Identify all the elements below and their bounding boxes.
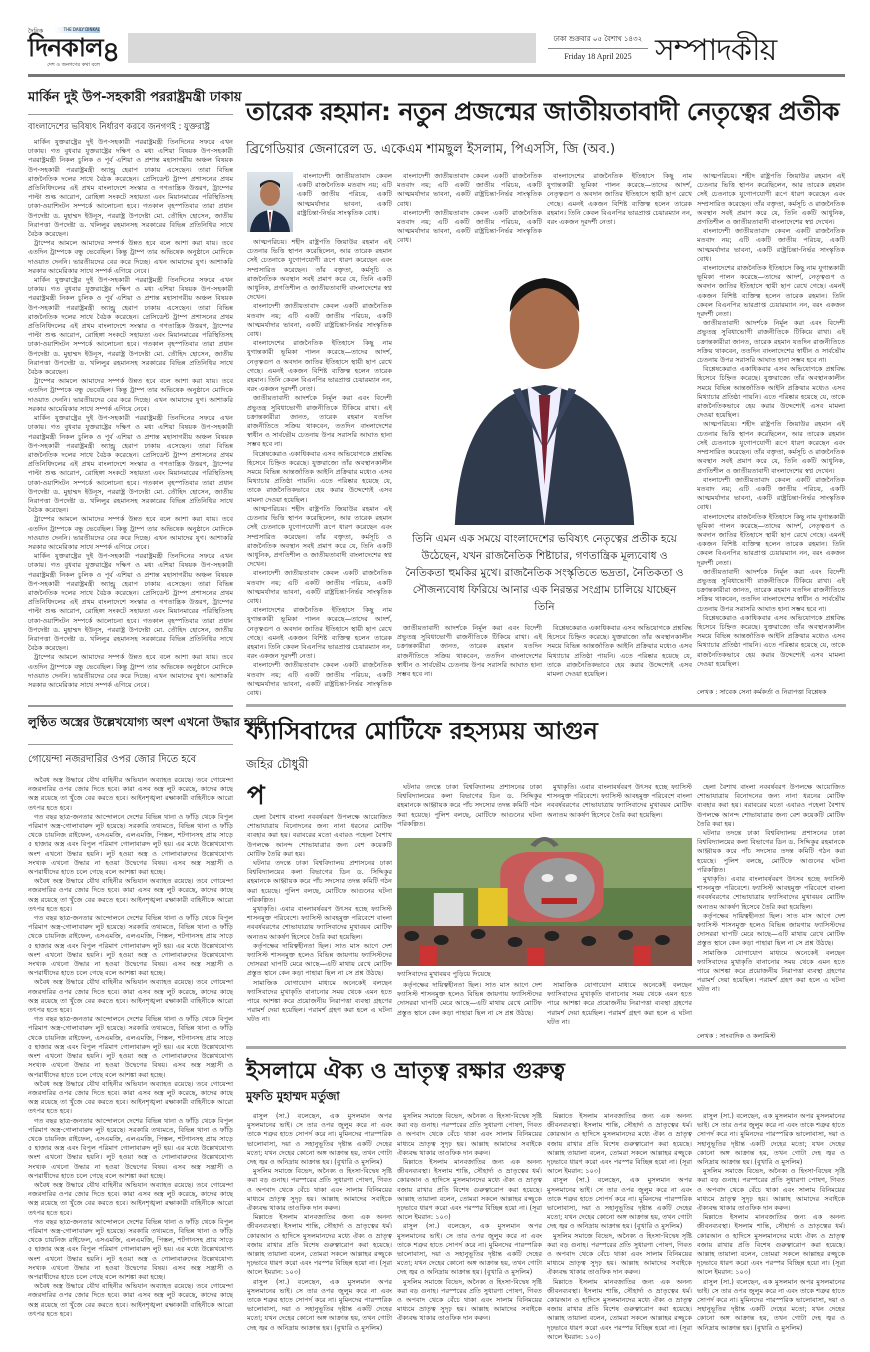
article-2-col1	[247, 813, 392, 1028]
paragraph: আত্মপরিচয়। শহীদ রাষ্ট্রপতি জিয়াউর রহমান এই চেতনার ভিত্তি স্থাপন করেছিলেন, আর তারেক রহমান সেই চেতনাকে যুগোপযোগী রূপে ধারণ করেছেন এবং সম্প্রসারিত করেছেন। তাঁর বক্তৃতা, কর্মসূচি ও রাজনৈতিক অবস্থান সবই প্রমাণ করে যে, তিনি একটি আধুনিক, প্রগতিশীল ও জাতীয়তাবাদী বাংলাদেশের স্বপ্ন দেখেন।	[697, 420, 845, 475]
paragraph: আত্মপরিচয়। শহীদ রাষ্ট্রপতি জিয়াউর রহমান এই চেতনার ভিত্তি স্থাপন করেছিলেন, আর তারেক রহমান সেই চেতনাকে যুগোপযোগী রূপে ধারণ করেছেন এবং সম্প্রসারিত করেছেন। তাঁর বক্তৃতা, কর্মসূচি ও রাজনৈতিক অবস্থান সবই প্রমাণ করে যে, তিনি একটি আধুনিক, প্রগতিশীল ও জাতীয়তাবাদী বাংলাদেশের স্বপ্ন দেখেন।	[697, 172, 845, 227]
paragraph: কর্তৃপক্ষের দায়িত্বহীনতা ছিল। সাত মাস আগে দেশ ফ্যাসিস্ট শাসনমুক্ত হলেও বিভিন্ন জায়গায় ফ্যাসিস্টদের দোসররা ঘাপটি মেরে আছে—এটি মাথায় রেখে মোটিফ প্রস্তুত স্থানে কেন কড়া পাহারা ছিল না সে প্রশ্ন উঠছে।	[697, 911, 845, 948]
paragraph: জাতীয়তাবাদী আদর্শকে নির্মূল করা এবং বিদেশী প্রভুতন্ত্র সুবিধাভোগী রাজনীতিকে টিকিয়ে রাখা। এই চক্রান্তকারীরা জানত, তারেক রহমান যতদিন রাজনীতিতে সক্রিয় থাকবেন, ততদিন বাংলাদেশের স্বাধীন ও সার্বভৌম চেতনায় উপর সরাসরি আঘাত হানা সম্ভব হবে না।	[697, 567, 845, 613]
paragraph: মিল্লাতে ইসলাম মানবজাতির জন্য এক অনন্য জীবনব্যবস্থা। ইসলাম শান্তি, সৌহার্দ্য ও ভ্রাতৃত্বের ধর্ম। কোরআন ও হাদিসে মুসলমানদের মধ্যে ঐক্য ও ভ্রাতৃত্ব বজায় রাখার প্রতি বিশেষ গুরুত্বারোপ করা হয়েছে। আল্লাহ তায়ালা বলেন, তোমরা সকলে আল্লাহর রজ্জুকে দৃঢ়ভাবে ধারণ করো এবং পরস্পর বিচ্ছিন্ন হয়ো না। (সূরা আলে ইমরান: ১০৩)	[547, 1277, 692, 1341]
article-2-headline: ফ্যাসিবাদের মোটিফে রহস্যময় আগুন	[246, 717, 598, 745]
paragraph: বাংলাদেশী জাতীয়তাবাদ কেবল একটি রাজনৈতিক মতবাদ নয়; এটি একটি জাতীয় পরিচয়, একটি আত্মমর্যাদার ভাবনা, একটি রাষ্ট্রচিন্তা-নির্ভর সাংস্কৃতিক বোধ।	[247, 661, 392, 697]
left-headline-2: লুণ্ঠিত অস্ত্রের উল্লেখযোগ্য অংশ এখনো উদ্ধার হয়নি	[28, 715, 267, 729]
main-article-1-col1-top	[297, 172, 392, 236]
article-2-col2-top	[397, 783, 542, 835]
main-article-1-col2-top	[397, 172, 542, 246]
paragraph: বাংলাদেশের রাজনৈতিক ইতিহাসে কিছু নাম যুগান্তকারী ভূমিকা পালন করেছে—তাদের আদর্শ, নেতৃত্বগুণ ও অবদান জাতির ইতিহাসে স্থায়ী ছাপ রেখে গেছে। এমনই একজন বিশিষ্ট ব্যক্তিত্ব হলেন তারেক রহমান। তিনি কেবল বিএনপির ভারপ্রাপ্ত চেয়ারম্যান নন, বরং একজন দূরদর্শী নেতা।	[697, 264, 845, 319]
author-note: লেখক : সাংবাদিক ও কলামিস্ট	[697, 1032, 776, 1040]
left-article-2-body	[28, 776, 233, 1346]
paragraph: গত বছর ছাত্র-জনতার আন্দোলনে দেশের বিভিন্ন থানা ও ফাঁড়ি থেকে বিপুল পরিমাণ অস্ত্র-গোলাবারুদ লুট হয়েছে। সরকারি তথ্যমতে, বিভিন্ন থানা ও ফাঁড়ি থেকে চায়নিজ রাইফেল, এসএমজি, এলএমজি, পিস্তল, শটগানসহ প্রায় সাড়ে ৫ হাজার অস্ত্র এবং বিপুল পরিমাণ গোলাবারুদ লুট হয়। এর মধ্যে উল্লেখযোগ্য অংশ এখনো উদ্ধার হয়নি। লুট হওয়া অস্ত্র ও গোলাবারুদের উল্লেখযোগ্য সংখ্যক এখনো উদ্ধার না হওয়া উদ্বেগের বিষয়। এসব অস্ত্র সন্ত্রাসী ও অপরাধীদের হাতে চলে গেছে বলে আশঙ্কা করা হচ্ছে।	[28, 914, 233, 978]
paragraph: মুখাকৃতি। এবার বাংলাবর্ষবরণ উৎসব হচ্ছে ফ্যাসিস্ট শাসনমুক্ত পরিবেশে। ফ্যাসিস্ট আবহমুক্ত পরিবেশে বাংলা নববর্ষবরণের শোভাযাত্রায় ফ্যাসিবাদের মুখাবয়ব মোটিফ অন্যতম আকর্ষণ হিসেবে তৈরি করা হয়েছিল।	[697, 875, 845, 911]
main-article-1-col3-top	[547, 172, 692, 246]
paragraph: কর্তৃপক্ষের দায়িত্বহীনতা ছিল। সাত মাস আগে দেশ ফ্যাসিস্ট শাসনমুক্ত হলেও বিভিন্ন জায়গায় ফ্যাসিস্টদের দোসররা ঘাপটি মেরে আছে—এটি মাথায় রেখে মোটিফ প্রস্তুত স্থানে কেন কড়া পাহারা ছিল না সে প্রশ্ন উঠছে।	[397, 981, 542, 1017]
paragraph: গত বছর ছাত্র-জনতার আন্দোলনে দেশের বিভিন্ন থানা ও ফাঁড়ি থেকে বিপুল পরিমাণ অস্ত্র-গোলাবারুদ লুট হয়েছে। সরকারি তথ্যমতে, বিভিন্ন থানা ও ফাঁড়ি থেকে চায়নিজ রাইফেল, এসএমজি, এলএমজি, পিস্তল, শটগানসহ প্রায় সাড়ে ৫ হাজার অস্ত্র এবং বিপুল পরিমাণ গোলাবারুদ লুট হয়। এর মধ্যে উল্লেখযোগ্য অংশ এখনো উদ্ধার হয়নি। লুট হওয়া অস্ত্র ও গোলাবারুদের উল্লেখযোগ্য সংখ্যক এখনো উদ্ধার না হওয়া উদ্বেগের বিষয়। এসব অস্ত্র সন্ত্রাসী ও অপরাধীদের হাতে চলে গেছে বলে আশঙ্কা করা হচ্ছে।	[28, 812, 233, 877]
paragraph: জাতীয়তাবাদী আদর্শকে নির্মূল করা এবং বিদেশী প্রভুতন্ত্র সুবিধাভোগী রাজনীতিকে টিকিয়ে রাখা। এই চক্রান্তকারীরা জানত, তারেক রহমান যতদিন রাজনীতিতে সক্রিয় থাকবেন, ততদিন বাংলাদেশের স্বাধীন ও সার্বভৌম চেতনায় উপর সরাসরি আঘাত হানা সম্ভব হবে না।	[397, 624, 542, 679]
logo-tagline: দেশ ও জনগণের কথা বলে	[47, 62, 100, 68]
article-3-headline: ইসলামে ঐক্য ও ভ্রাতৃত্ব রক্ষার গুরুত্ব	[246, 1059, 565, 1084]
paragraph: মুখাকৃতি। এবার বাংলাবর্ষবরণ উৎসব হচ্ছে ফ্যাসিস্ট শাসনমুক্ত পরিবেশে। ফ্যাসিস্ট আবহমুক্ত পরিবেশে বাংলা নববর্ষবরণের শোভাযাত্রায় ফ্যাসিবাদের মুখাবয়ব মোটিফ অন্যতম আকর্ষণ হিসেবে তৈরি করা হয়েছিল।	[547, 783, 692, 819]
paragraph: রাসুল (সা.) বলেছেন, এক মুসলমান অপর মুসলমানের ভাই। সে তার ওপর জুলুম করে না এবং তাকে শত্রুর হাতে সোপর্দ করে না। মুমিনদের পারস্পরিক ভালোবাসা, দয়া ও সহানুভূতির দৃষ্টান্ত একটি দেহের মতো; যখন দেহের কোনো অঙ্গ আক্রান্ত হয়, তখন গোটা দেহ জ্বর ও অনিদ্রায় আক্রান্ত হয়। (বুখারি ও মুসলিম)	[697, 1277, 845, 1332]
paragraph: মুসলিম সমাজে বিভেদ, অনৈক্য ও হিংসা-বিদ্বেষ সৃষ্টি করা বড় গুনাহ। পরস্পরের প্রতি সুধারণা পোষণ, গিবত ও অপবাদ থেকে বেঁচে থাকা এবং সালাম বিনিময়ের মাধ্যমে ভ্রাতৃত্ব সুদৃঢ় হয়। আল্লাহ আমাদের সবাইকে ঐক্যবদ্ধ থাকার তাওফিক দান করুন।	[397, 1112, 542, 1157]
paragraph: ট্রাম্পের আমলে আমাদের সম্পর্ক উন্নত হবে বলে আশা করা যায়। তবে এতদিন ট্রাম্পকে বন্ধু ভেবেছিল। কিন্তু ট্রাম্প তার অভিষেক অনুষ্ঠানে মোদিকে দাওয়াত দেননি। ভারতীয়দের বের করে দিচ্ছে। এখন আমাদের যুগ। আশাকরি সরকার আমেরিকার সাথে সম্পর্ক এগিয়ে নেবে।	[28, 653, 233, 689]
main-byline: ব্রিগেডিয়ার জেনারেল ড. একেএম শামছুল ইসলাম, পিএসসি, জি (অব.)	[246, 142, 616, 157]
paragraph: গত বছর ছাত্র-জনতার আন্দোলনে দেশের বিভিন্ন থানা ও ফাঁড়ি থেকে বিপুল পরিমাণ অস্ত্র-গোলাবারুদ লুট হয়েছে। সরকারি তথ্যমতে, বিভিন্ন থানা ও ফাঁড়ি থেকে চায়নিজ রাইফেল, এসএমজি, এলএমজি, পিস্তল, শটগানসহ প্রায় সাড়ে ৫ হাজার অস্ত্র এবং বিপুল পরিমাণ গোলাবারুদ লুট হয়। এর মধ্যে উল্লেখযোগ্য অংশ এখনো উদ্ধার হয়নি। লুট হওয়া অস্ত্র ও গোলাবারুদের উল্লেখযোগ্য সংখ্যক এখনো উদ্ধার না হওয়া উদ্বেগের বিষয়। এসব অস্ত্র সন্ত্রাসী ও অপরাধীদের হাতে চলে গেছে বলে আশঙ্কা করা হচ্ছে।	[28, 1217, 233, 1281]
paragraph: বিশ্লেষকেরাও একাধিকবার এসব অভিযোগকে প্রশ্নবিদ্ধ হিসেবে চিহ্নিত করেছে। যুক্তরাজ্যে তাঁর অবস্থানকালীন সময়ে বিভিন্ন আন্তর্জাতিক আইনি প্রক্রিয়ার মধ্যেও এসব মিথ্যাচার প্রতিষ্ঠা পায়নি। এতে পরিষ্কার হয়েছে যে, তাকে রাজনৈতিকভাবে হেয় করার উদ্দেশ্যেই এসব মামলা দেওয়া হয়েছিল।	[247, 449, 392, 504]
paragraph: মুসলিম সমাজে বিভেদ, অনৈক্য ও হিংসা-বিদ্বেষ সৃষ্টি করা বড় গুনাহ। পরস্পরের প্রতি সুধারণা পোষণ, গিবত ও অপবাদ থেকে বেঁচে থাকা এবং সালাম বিনিময়ের মাধ্যমে ভ্রাতৃত্ব সুদৃঢ় হয়। আল্লাহ আমাদের সবাইকে ঐক্যবদ্ধ থাকার তাওফিক দান করুন।	[247, 1167, 392, 1213]
paragraph: মুখাকৃতি। এবার বাংলাবর্ষবরণ উৎসব হচ্ছে ফ্যাসিস্ট শাসনমুক্ত পরিবেশে। ফ্যাসিস্ট আবহমুক্ত পরিবেশে বাংলা নববর্ষবরণের শোভাযাত্রায় ফ্যাসিবাদের মুখাবয়ব মোটিফ অন্যতম আকর্ষণ হিসেবে তৈরি করা হয়েছিল।	[247, 905, 392, 941]
paragraph: বিশ্লেষকেরাও একাধিকবার এসব অভিযোগকে প্রশ্নবিদ্ধ হিসেবে চিহ্নিত করেছে। যুক্তরাজ্যে তাঁর অবস্থানকালীন সময়ে বিভিন্ন আন্তর্জাতিক আইনি প্রক্রিয়ার মধ্যেও এসব মিথ্যাচার প্রতিষ্ঠা পায়নি। এতে পরিষ্কার হয়েছে যে, তাকে রাজনৈতিকভাবে হেয় করার উদ্দেশ্যেই এসব মামলা দেওয়া হয়েছিল।	[697, 365, 845, 420]
paragraph: বাংলাদেশের রাজনৈতিক ইতিহাসে কিছু নাম যুগান্তকারী ভূমিকা পালন করেছে—তাদের আদর্শ, নেতৃত্বগুণ ও অবদান জাতির ইতিহাসে স্থায়ী ছাপ রেখে গেছে। এমনই একজন বিশিষ্ট ব্যক্তিত্ব হলেন তারেক রহমান। তিনি কেবল বিএনপির ভারপ্রাপ্ত চেয়ারম্যান নন, বরং একজন দূরদর্শী নেতা।	[697, 512, 845, 567]
paragraph: রাসুল (সা.) বলেছেন, এক মুসলমান অপর মুসলমানের ভাই। সে তার ওপর জুলুম করে না এবং তাকে শত্রুর হাতে সোপর্দ করে না। মুমিনদের পারস্পরিক ভালোবাসা, দয়া ও সহানুভূতির দৃষ্টান্ত একটি দেহের মতো; যখন দেহের কোনো অঙ্গ আক্রান্ত হয়, তখন গোটা দেহ জ্বর ও অনিদ্রায় আক্রান্ত হয়। (বুখারি ও মুসলিম)	[247, 1112, 392, 1167]
article-2-col3-top	[547, 783, 692, 835]
divider	[246, 704, 846, 707]
paragraph: বাংলাদেশী জাতীয়তাবাদ কেবল একটি রাজনৈতিক মতবাদ নয়; এটি একটি জাতীয় পরিচয়, একটি আত্মমর্যাদার ভাবনা, একটি রাষ্ট্রচিন্তা-নির্ভর সাংস্কৃতিক বোধ।	[697, 475, 845, 512]
drop-cap: প	[247, 781, 265, 811]
divider	[28, 705, 233, 707]
paragraph: ঘটনার তদন্তে ঢাকা বিশ্ববিদ্যালয় প্রশাসনের ঢাকা বিশ্ববিদ্যালয়ের কলা বিভাগের ডিন ড. সিদ্দিকুর রহমানকে আহ্বায়ক করে পাঁচ সদস্যের তদন্ত কমিটি গঠন করা হয়েছে। পুলিশ বলছে, মোটিফে আগুনের ঘটনা পরিকল্পিত।	[697, 829, 845, 874]
paragraph: গত বছর ছাত্র-জনতার আন্দোলনে দেশের বিভিন্ন থানা ও ফাঁড়ি থেকে বিপুল পরিমাণ অস্ত্র-গোলাবারুদ লুট হয়েছে। সরকারি তথ্যমতে, বিভিন্ন থানা ও ফাঁড়ি থেকে চায়নিজ রাইফেল, এসএমজি, এলএমজি, পিস্তল, শটগানসহ প্রায় সাড়ে ৫ হাজার অস্ত্র এবং বিপুল পরিমাণ গোলাবারুদ লুট হয়। এর মধ্যে উল্লেখযোগ্য অংশ এখনো উদ্ধার হয়নি। লুট হওয়া অস্ত্র ও গোলাবারুদের উল্লেখযোগ্য সংখ্যক এখনো উদ্ধার না হওয়া উদ্বেগের বিষয়। এসব অস্ত্র সন্ত্রাসী ও অপরাধীদের হাতে চলে গেছে বলে আশঙ্কা করা হচ্ছে।	[28, 1015, 233, 1079]
paragraph: অবৈধ অস্ত্র উদ্ধারে যৌথ বাহিনীর অভিযান অব্যাহত রয়েছে। তবে গোয়েন্দা নজরদারির ওপর জোর দিতে হবে। কারা এসব অস্ত্র লুট করেছে, কাদের কাছে অস্ত্র রয়েছে তা খুঁজে বের করতে হবে। আইনশৃঙ্খলা রক্ষাকারী বাহিনীকে আরো তৎপর হতে হবে।	[28, 1180, 233, 1217]
date-block	[548, 30, 648, 64]
paragraph: বাংলাদেশী জাতীয়তাবাদ কেবল একটি রাজনৈতিক মতবাদ নয়; এটি একটি জাতীয় পরিচয়, একটি আত্মমর্যাদার ভাবনা, একটি রাষ্ট্রচিন্তা-নির্ভর সাংস্কৃতিক বোধ।	[247, 302, 392, 339]
paragraph: অবৈধ অস্ত্র উদ্ধারে যৌথ বাহিনীর অভিযান অব্যাহত রয়েছে। তবে গোয়েন্দা নজরদারির ওপর জোর দিতে হবে। কারা এসব অস্ত্র লুট করেছে, কাদের কাছে অস্ত্র রয়েছে তা খুঁজে বের করতে হবে। আইনশৃঙ্খলা রক্ষাকারী বাহিনীকে আরো তৎপর হতে হবে।	[28, 776, 233, 812]
paragraph: মিল্লাতে ইসলাম মানবজাতির জন্য এক অনন্য জীবনব্যবস্থা। ইসলাম শান্তি, সৌহার্দ্য ও ভ্রাতৃত্বের ধর্ম। কোরআন ও হাদিসে মুসলমানদের মধ্যে ঐক্য ও ভ্রাতৃত্ব বজায় রাখার প্রতি বিশেষ গুরুত্বারোপ করা হয়েছে। আল্লাহ তায়ালা বলেন, তোমরা সকলে আল্লাহর রজ্জুকে দৃঢ়ভাবে ধারণ করো এবং পরস্পর বিচ্ছিন্ন হয়ো না। (সূরা আলে ইমরান: ১০৩)	[547, 1112, 692, 1176]
paragraph: রাসুল (সা.) বলেছেন, এক মুসলমান অপর মুসলমানের ভাই। সে তার ওপর জুলুম করে না এবং তাকে শত্রুর হাতে সোপর্দ করে না। মুমিনদের পারস্পরিক ভালোবাসা, দয়া ও সহানুভূতির দৃষ্টান্ত একটি দেহের মতো; যখন দেহের কোনো অঙ্গ আক্রান্ত হয়, তখন গোটা দেহ জ্বর ও অনিদ্রায় আক্রান্ত হয়। (বুখারি ও মুসলিম)	[397, 1222, 542, 1277]
paragraph: বাংলাদেশের রাজনৈতিক ইতিহাসে কিছু নাম যুগান্তকারী ভূমিকা পালন করেছে—তাদের আদর্শ, নেতৃত্বগুণ ও অবদান জাতির ইতিহাসে স্থায়ী ছাপ রেখে গেছে। এমনই একজন বিশিষ্ট ব্যক্তিত্ব হলেন তারেক রহমান। তিনি কেবল বিএনপির ভারপ্রাপ্ত চেয়ারম্যান নন, বরং একজন দূরদর্শী নেতা।	[247, 606, 392, 661]
paragraph: মার্কিন যুক্তরাষ্ট্রের দুই উপ-সহকারী পররাষ্ট্রমন্ত্রী তিনদিনের সফরে এখন ঢাকায়। গত বুধবার যুক্তরাষ্ট্রের দক্ষিণ ও মধ্য এশিয়া বিষয়ক উপ-সহকারী পররাষ্ট্রমন্ত্রী নিকল চুলিক ও পূর্ব এশিয়া ও প্রশান্ত মহাসাগরীয় অঞ্চল বিষয়ক উপ-সহকারী পররাষ্ট্রমন্ত্রী অ্যান্ড্রু হেরাপ ঢাকায় এসেছেন। তারা বিভিন্ন রাজনৈতিক দলের সাথে বৈঠক করেছেন। প্রেসিডেন্ট ট্রাম্প প্রশাসনের প্রথম প্রতিনিধিদলের এই প্রথম বাংলাদেশে সংস্কার ও গণতান্ত্রিক উত্তরণ, ট্রাম্পের পাল্টা শুল্ক আরোপ, রোহিঙ্গা সংকটে সহায়তা এবং মিয়ানমারের পরিস্থিতিসহ ঢাকা-ওয়াশিংটন সম্পর্কে আলোচনা হবে। গতকাল বৃহস্পতিবার তারা প্রধান উপদেষ্টা ড. মুহাম্মদ ইউনূস, পররাষ্ট্র উপদেষ্টা মো. তৌহিদ হোসেন, জাতীয় নিরাপত্তা উপদেষ্টা ড. খলিলুর রহমানসহ সরকারের বিভিন্ন প্রতিনিধির সাথে বৈঠক করেছেন।	[28, 414, 233, 515]
main-headline: তারেক রহমান: নতুন প্রজন্মের জাতীয়তাবাদী নেতৃত্বের প্রতীক	[246, 97, 839, 126]
paragraph: জাতীয়তাবাদী আদর্শকে নির্মূল করা এবং বিদেশী প্রভুতন্ত্র সুবিধাভোগী রাজনীতিকে টিকিয়ে রাখা। এই চক্রান্তকারীরা জানত, তারেক রহমান যতদিন রাজনীতিতে সক্রিয় থাকবেন, ততদিন বাংলাদেশের স্বাধীন ও সার্বভৌম চেতনায় উপর সরাসরি আঘাত হানা সম্ভব হবে না।	[697, 319, 845, 365]
logo-english-text: THE DAILY DINKAL	[54, 27, 100, 33]
logo-small-text: দৈনিক	[28, 28, 44, 35]
left-headline-1: মার্কিন দুই উপ-সহকারী পররাষ্ট্রমন্ত্রী ঢাকায়	[28, 90, 242, 105]
article-3-col4	[697, 1112, 845, 1346]
paragraph: বাংলাদেশী জাতীয়তাবাদ কেবল একটি রাজনৈতিক মতবাদ নয়; এটি একটি জাতীয় পরিচয়, একটি আত্মমর্যাদার ভাবনা, একটি রাষ্ট্রচিন্তা-নির্ভর সাংস্কৃতিক বোধ।	[697, 227, 845, 263]
paragraph: মিল্লাতে ইসলাম মানবজাতির জন্য এক অনন্য জীবনব্যবস্থা। ইসলাম শান্তি, সৌহার্দ্য ও ভ্রাতৃত্বের ধর্ম। কোরআন ও হাদিসে মুসলমানদের মধ্যে ঐক্য ও ভ্রাতৃত্ব বজায় রাখার প্রতি বিশেষ গুরুত্বারোপ করা হয়েছে। আল্লাহ তায়ালা বলেন, তোমরা সকলে আল্লাহর রজ্জুকে দৃঢ়ভাবে ধারণ করো এবং পরস্পর বিচ্ছিন্ন হয়ো না। (সূরা আলে ইমরান: ১০৩)	[697, 1213, 845, 1277]
paragraph: মার্কিন যুক্তরাষ্ট্রের দুই উপ-সহকারী পররাষ্ট্রমন্ত্রী তিনদিনের সফরে এখন ঢাকায়। গত বুধবার যুক্তরাষ্ট্রের দক্ষিণ ও মধ্য এশিয়া বিষয়ক উপ-সহকারী পররাষ্ট্রমন্ত্রী নিকল চুলিক ও পূর্ব এশিয়া ও প্রশান্ত মহাসাগরীয় অঞ্চল বিষয়ক উপ-সহকারী পররাষ্ট্রমন্ত্রী অ্যান্ড্রু হেরাপ ঢাকায় এসেছেন। তারা বিভিন্ন রাজনৈতিক দলের সাথে বৈঠক করেছেন। প্রেসিডেন্ট ট্রাম্প প্রশাসনের প্রথম প্রতিনিধিদলের এই প্রথম বাংলাদেশে সংস্কার ও গণতান্ত্রিক উত্তরণ, ট্রাম্পের পাল্টা শুল্ক আরোপ, রোহিঙ্গা সংকটে সহায়তা এবং মিয়ানমারের পরিস্থিতিসহ ঢাকা-ওয়াশিংটন সম্পর্কে আলোচনা হবে। গতকাল বৃহস্পতিবার তারা প্রধান উপদেষ্টা ড. মুহাম্মদ ইউনূস, পররাষ্ট্র উপদেষ্টা মো. তৌহিদ হোসেন, জাতীয় নিরাপত্তা উপদেষ্টা ড. খলিলুর রহমানসহ সরকারের বিভিন্ন প্রতিনিধির সাথে বৈঠক করেছেন।	[28, 276, 233, 377]
festival-fire-motif-photo	[397, 838, 692, 966]
article-2-byline: জহির চৌধুরী	[246, 757, 309, 771]
main-article-1-col2-bottom	[397, 624, 542, 698]
ad-placeholder	[128, 33, 536, 63]
article-2-col2-bottom	[397, 981, 542, 1028]
tarique-rahman-photo	[397, 250, 692, 525]
paragraph: সামাজিক যোগাযোগ মাধ্যমে অনেকেই বলছেন ফ্যাসিবাদের মুখাকৃতি বানানোর সময় থেকে এমন হতে পারে আশঙ্কা করে প্রয়োজনীয় নিরাপত্তা ব্যবস্থা গ্রহণের পরামর্শ দেয়া হয়েছিল। পরামর্শ গ্রহণ করা হলে এ ঘটনা ঘটত না।	[547, 981, 692, 1026]
left-article-1-body	[28, 138, 233, 700]
divider	[246, 1046, 846, 1049]
page-number: ৪	[102, 35, 121, 68]
paragraph: ঘটনার তদন্তে ঢাকা বিশ্ববিদ্যালয় প্রশাসনের ঢাকা বিশ্ববিদ্যালয়ের কলা বিভাগের ডিন ড. সিদ্দিকুর রহমানকে আহ্বায়ক করে পাঁচ সদস্যের তদন্ত কমিটি গঠন করা হয়েছে। পুলিশ বলছে, মোটিফে আগুনের ঘটনা পরিকল্পিত।	[247, 859, 392, 904]
section-title: সম্পাদকীয়	[655, 33, 777, 68]
date-english: Friday 18 April 2025	[564, 52, 632, 61]
divider	[28, 744, 233, 745]
article-2-col3-bottom	[547, 981, 692, 1028]
paragraph: আত্মপরিচয়। শহীদ রাষ্ট্রপতি জিয়াউর রহমান এই চেতনার ভিত্তি স্থাপন করেছিলেন, আর তারেক রহমান সেই চেতনাকে যুগোপযোগী রূপে ধারণ করেছেন এবং সম্প্রসারিত করেছেন। তাঁর বক্তৃতা, কর্মসূচি ও রাজনৈতিক অবস্থান সবই প্রমাণ করে যে, তিনি একটি আধুনিক, প্রগতিশীল ও জাতীয়তাবাদী বাংলাদেশের স্বপ্ন দেখেন।	[247, 504, 392, 569]
paragraph: বিশ্লেষকেরাও একাধিকবার এসব অভিযোগকে প্রশ্নবিদ্ধ হিসেবে চিহ্নিত করেছে। যুক্তরাজ্যে তাঁর অবস্থানকালীন সময়ে বিভিন্ন আন্তর্জাতিক আইনি প্রক্রিয়ার মধ্যেও এসব মিথ্যাচার প্রতিষ্ঠা পায়নি। এতে পরিষ্কার হয়েছে যে, তাকে রাজনৈতিকভাবে হেয় করার উদ্দেশ্যেই এসব মামলা দেওয়া হয়েছিল।	[547, 624, 692, 679]
paragraph: বাংলাদেশের রাজনৈতিক ইতিহাসে কিছু নাম যুগান্তকারী ভূমিকা পালন করেছে—তাদের আদর্শ, নেতৃত্বগুণ ও অবদান জাতির ইতিহাসে স্থায়ী ছাপ রেখে গেছে। এমনই একজন বিশিষ্ট ব্যক্তিত্ব হলেন তারেক রহমান। তিনি কেবল বিএনপির ভারপ্রাপ্ত চেয়ারম্যান নন, বরং একজন দূরদর্শী নেতা।	[247, 339, 392, 394]
photo-caption-quote: তিনি এমন এক সময়ে বাংলাদেশের ভবিষ্যৎ নেতৃত্বের প্রতীক হয়ে উঠেছেন, যখন রাজনৈতিক শিষ্টাচার, গণতান্ত্রিক মূল্যবোধ ও নৈতিকতা হুমকির মুখে। রাজনৈতিক সংস্কৃতিতে ভদ্রতা, নৈতিকতা ও সৌজন্যবোধ ফিরিয়ে আনার এক নিরন্তর সংগ্রাম চালিয়ে যাচ্ছেন তিনি	[397, 527, 692, 620]
paragraph: ট্রাম্পের আমলে আমাদের সম্পর্ক উন্নত হবে বলে আশা করা যায়। তবে এতদিন ট্রাম্পকে বন্ধু ভেবেছিল। কিন্তু ট্রাম্প তার অভিষেক অনুষ্ঠানে মোদিকে দাওয়াত দেননি। ভারতীয়দের বের করে দিচ্ছে। এখন আমাদের যুগ। আশাকরি সরকার আমেরিকার সাথে সম্পর্ক এগিয়ে নেবে।	[28, 239, 233, 275]
paragraph: মুসলিম সমাজে বিভেদ, অনৈক্য ও হিংসা-বিদ্বেষ সৃষ্টি করা বড় গুনাহ। পরস্পরের প্রতি সুধারণা পোষণ, গিবত ও অপবাদ থেকে বেঁচে থাকা এবং সালাম বিনিময়ের মাধ্যমে ভ্রাতৃত্ব সুদৃঢ় হয়। আল্লাহ আমাদের সবাইকে ঐক্যবদ্ধ থাকার তাওফিক দান করুন।	[697, 1167, 845, 1213]
left-subhead-1: বাংলাদেশের ভবিষ্যৎ নির্ধারণ করবে জনগণই : যুক্তরাষ্ট্র	[28, 122, 210, 132]
paragraph: মিল্লাতে ইসলাম মানবজাতির জন্য এক অনন্য জীবনব্যবস্থা। ইসলাম শান্তি, সৌহার্দ্য ও ভ্রাতৃত্বের ধর্ম। কোরআন ও হাদিসে মুসলমানদের মধ্যে ঐক্য ও ভ্রাতৃত্ব বজায় রাখার প্রতি বিশেষ গুরুত্বারোপ করা হয়েছে। আল্লাহ তায়ালা বলেন, তোমরা সকলে আল্লাহর রজ্জুকে দৃঢ়ভাবে ধারণ করো এবং পরস্পর বিচ্ছিন্ন হয়ো না। (সূরা আলে ইমরান: ১০৩)	[247, 1213, 392, 1277]
paragraph: ট্রাম্পের আমলে আমাদের সম্পর্ক উন্নত হবে বলে আশা করা যায়। তবে এতদিন ট্রাম্পকে বন্ধু ভেবেছিল। কিন্তু ট্রাম্প তার অভিষেক অনুষ্ঠানে মোদিকে দাওয়াত দেননি। ভারতীয়দের বের করে দিচ্ছে। এখন আমাদের যুগ। আশাকরি সরকার আমেরিকার সাথে সম্পর্ক এগিয়ে নেবে।	[28, 377, 233, 413]
paragraph: হেলা বৈশাখ বাংলা নববর্ষবরণ উপলক্ষে আয়োজিত শোভাযাত্রায় বিনোদনের জন্য নানা ধরনের মোটিফ ব্যবহার করা হয়। বরাবরের মতো এবারও পহেলা বৈশাখ উপলক্ষে আনন্দ শোভাযাত্রার জন্য বেশ কয়েকটি মোটিফ তৈরি করা হয়।	[697, 783, 845, 828]
paragraph: মুসলিম সমাজে বিভেদ, অনৈক্য ও হিংসা-বিদ্বেষ সৃষ্টি করা বড় গুনাহ। পরস্পরের প্রতি সুধারণা পোষণ, গিবত ও অপবাদ থেকে বেঁচে থাকা এবং সালাম বিনিময়ের মাধ্যমে ভ্রাতৃত্ব সুদৃঢ় হয়। আল্লাহ আমাদের সবাইকে ঐক্যবদ্ধ থাকার তাওফিক দান করুন।	[547, 1231, 692, 1277]
photo-caption: ফ্যাসিবাদের মুখাবয়ব পুড়িয়ে দিয়েছে	[397, 970, 491, 978]
paragraph: রাসুল (সা.) বলেছেন, এক মুসলমান অপর মুসলমানের ভাই। সে তার ওপর জুলুম করে না এবং তাকে শত্রুর হাতে সোপর্দ করে না। মুমিনদের পারস্পরিক ভালোবাসা, দয়া ও সহানুভূতির দৃষ্টান্ত একটি দেহের মতো; যখন দেহের কোনো অঙ্গ আক্রান্ত হয়, তখন গোটা দেহ জ্বর ও অনিদ্রায় আক্রান্ত হয়। (বুখারি ও মুসলিম)	[697, 1112, 845, 1167]
author-note: লেখক : সাবেক সেনা কর্মকর্তা ও নিরাপত্তা বিশ্লেষক	[697, 688, 827, 696]
paragraph: রাসুল (সা.) বলেছেন, এক মুসলমান অপর মুসলমানের ভাই। সে তার ওপর জুলুম করে না এবং তাকে শত্রুর হাতে সোপর্দ করে না। মুমিনদের পারস্পরিক ভালোবাসা, দয়া ও সহানুভূতির দৃষ্টান্ত একটি দেহের মতো; যখন দেহের কোনো অঙ্গ আক্রান্ত হয়, তখন গোটা দেহ জ্বর ও অনিদ্রায় আক্রান্ত হয়। (বুখারি ও মুসলিম)	[547, 1176, 692, 1231]
main-article-1-col1	[247, 238, 392, 698]
paragraph: বিশ্লেষকেরাও একাধিকবার এসব অভিযোগকে প্রশ্নবিদ্ধ হিসেবে চিহ্নিত করেছে। যুক্তরাজ্যে তাঁর অবস্থানকালীন সময়ে বিভিন্ন আন্তর্জাতিক আইনি প্রক্রিয়ার মধ্যেও এসব মিথ্যাচার প্রতিষ্ঠা পায়নি। এতে পরিষ্কার হয়েছে যে, তাকে রাজনৈতিকভাবে হেয় করার উদ্দেশ্যেই এসব মামলা দেওয়া হয়েছিল।	[697, 613, 845, 668]
main-article-1-col4	[697, 172, 845, 682]
paragraph: মার্কিন যুক্তরাষ্ট্রের দুই উপ-সহকারী পররাষ্ট্রমন্ত্রী তিনদিনের সফরে এখন ঢাকায়। গত বুধবার যুক্তরাষ্ট্রের দক্ষিণ ও মধ্য এশিয়া বিষয়ক উপ-সহকারী পররাষ্ট্রমন্ত্রী নিকল চুলিক ও পূর্ব এশিয়া ও প্রশান্ত মহাসাগরীয় অঞ্চল বিষয়ক উপ-সহকারী পররাষ্ট্রমন্ত্রী অ্যান্ড্রু হেরাপ ঢাকায় এসেছেন। তারা বিভিন্ন রাজনৈতিক দলের সাথে বৈঠক করেছেন। প্রেসিডেন্ট ট্রাম্প প্রশাসনের প্রথম প্রতিনিধিদলের এই প্রথম বাংলাদেশে সংস্কার ও গণতান্ত্রিক উত্তরণ, ট্রাম্পের পাল্টা শুল্ক আরোপ, রোহিঙ্গা সংকটে সহায়তা এবং মিয়ানমারের পরিস্থিতিসহ ঢাকা-ওয়াশিংটন সম্পর্কে আলোচনা হবে। গতকাল বৃহস্পতিবার তারা প্রধান উপদেষ্টা ড. মুহাম্মদ ইউনূস, পররাষ্ট্র উপদেষ্টা মো. তৌহিদ হোসেন, জাতীয় নিরাপত্তা উপদেষ্টা ড. খলিলুর রহমানসহ সরকারের বিভিন্ন প্রতিনিধির সাথে বৈঠক করেছেন।	[28, 552, 233, 653]
divider	[28, 114, 233, 115]
paragraph: অবৈধ অস্ত্র উদ্ধারে যৌথ বাহিনীর অভিযান অব্যাহত রয়েছে। তবে গোয়েন্দা নজরদারির ওপর জোর দিতে হবে। কারা এসব অস্ত্র লুট করেছে, কাদের কাছে অস্ত্র রয়েছে তা খুঁজে বের করতে হবে। আইনশৃঙ্খলা রক্ষাকারী বাহিনীকে আরো তৎপর হতে হবে।	[28, 1282, 233, 1318]
left-subhead-2: গোয়েন্দা নজরদারির ওপর জোর দিতে হবে	[28, 754, 197, 765]
paragraph: সামাজিক যোগাযোগ মাধ্যমে অনেকেই বলছেন ফ্যাসিবাদের মুখাকৃতি বানানোর সময় থেকে এমন হতে পারে আশঙ্কা করে প্রয়োজনীয় নিরাপত্তা ব্যবস্থা গ্রহণের পরামর্শ দেয়া হয়েছিল। পরামর্শ গ্রহণ করা হলে এ ঘটনা ঘটত না।	[247, 978, 392, 1024]
paragraph: বাংলাদেশী জাতীয়তাবাদ কেবল একটি রাজনৈতিক মতবাদ নয়; এটি একটি জাতীয় পরিচয়, একটি আত্মমর্যাদার ভাবনা, একটি রাষ্ট্রচিন্তা-নির্ভর সাংস্কৃতিক বোধ।	[247, 569, 392, 605]
paragraph: গত বছর ছাত্র-জনতার আন্দোলনে দেশের বিভিন্ন থানা ও ফাঁড়ি থেকে বিপুল পরিমাণ অস্ত্র-গোলাবারুদ লুট হয়েছে। সরকারি তথ্যমতে, বিভিন্ন থানা ও ফাঁড়ি থেকে চায়নিজ রাইফেল, এসএমজি, এলএমজি, পিস্তল, শটগানসহ প্রায় সাড়ে ৫ হাজার অস্ত্র এবং বিপুল পরিমাণ গোলাবারুদ লুট হয়। এর মধ্যে উল্লেখযোগ্য অংশ এখনো উদ্ধার হয়নি। লুট হওয়া অস্ত্র ও গোলাবারুদের উল্লেখযোগ্য সংখ্যক এখনো উদ্ধার না হওয়া উদ্বেগের বিষয়। এসব অস্ত্র সন্ত্রাসী ও অপরাধীদের হাতে চলে গেছে বলে আশঙ্কা করা হচ্ছে।	[28, 1116, 233, 1180]
main-article-1-col3-bottom	[547, 624, 692, 698]
author-photo	[247, 172, 293, 232]
paragraph: মার্কিন যুক্তরাষ্ট্রের দুই উপ-সহকারী পররাষ্ট্রমন্ত্রী তিনদিনের সফরে এখন ঢাকায়। গত বুধবার যুক্তরাষ্ট্রের দক্ষিণ ও মধ্য এশিয়া বিষয়ক উপ-সহকারী পররাষ্ট্রমন্ত্রী নিকল চুলিক ও পূর্ব এশিয়া ও প্রশান্ত মহাসাগরীয় অঞ্চল বিষয়ক উপ-সহকারী পররাষ্ট্রমন্ত্রী অ্যান্ড্রু হেরাপ ঢাকায় এসেছেন। তারা বিভিন্ন রাজনৈতিক দলের সাথে বৈঠক করেছেন। প্রেসিডেন্ট ট্রাম্প প্রশাসনের প্রথম প্রতিনিধিদলের এই প্রথম বাংলাদেশে সংস্কার ও গণতান্ত্রিক উত্তরণ, ট্রাম্পের পাল্টা শুল্ক আরোপ, রোহিঙ্গা সংকটে সহায়তা এবং মিয়ানমারের পরিস্থিতিসহ ঢাকা-ওয়াশিংটন সম্পর্কে আলোচনা হবে। গতকাল বৃহস্পতিবার তারা প্রধান উপদেষ্টা ড. মুহাম্মদ ইউনূস, পররাষ্ট্র উপদেষ্টা মো. তৌহিদ হোসেন, জাতীয় নিরাপত্তা উপদেষ্টা ড. খলিলুর রহমানসহ সরকারের বিভিন্ন প্রতিনিধির সাথে বৈঠক করেছেন।	[28, 138, 233, 239]
paragraph: ট্রাম্পের আমলে আমাদের সম্পর্ক উন্নত হবে বলে আশা করা যায়। তবে এতদিন ট্রাম্পকে বন্ধু ভেবেছিল। কিন্তু ট্রাম্প তার অভিষেক অনুষ্ঠানে মোদিকে দাওয়াত দেননি। ভারতীয়দের বের করে দিচ্ছে। এখন আমাদের যুগ। আশাকরি সরকার আমেরিকার সাথে সম্পর্ক এগিয়ে নেবে।	[28, 515, 233, 551]
paragraph: কর্তৃপক্ষের দায়িত্বহীনতা ছিল। সাত মাস আগে দেশ ফ্যাসিস্ট শাসনমুক্ত হলেও বিভিন্ন জায়গায় ফ্যাসিস্টদের দোসররা ঘাপটি মেরে আছে—এটি মাথায় রেখে মোটিফ প্রস্তুত স্থানে কেন কড়া পাহারা ছিল না সে প্রশ্ন উঠছে।	[247, 941, 392, 978]
paragraph: আত্মপরিচয়। শহীদ রাষ্ট্রপতি জিয়াউর রহমান এই চেতনার ভিত্তি স্থাপন করেছিলেন, আর তারেক রহমান সেই চেতনাকে যুগোপযোগী রূপে ধারণ করেছেন এবং সম্প্রসারিত করেছেন। তাঁর বক্তৃতা, কর্মসূচি ও রাজনৈতিক অবস্থান সবই প্রমাণ করে যে, তিনি একটি আধুনিক, প্রগতিশীল ও জাতীয়তাবাদী বাংলাদেশের স্বপ্ন দেখেন।	[247, 238, 392, 302]
article-3-byline: মুফতি মুহাম্মদ মর্তুজা	[246, 1089, 340, 1103]
paragraph: মুসলিম সমাজে বিভেদ, অনৈক্য ও হিংসা-বিদ্বেষ সৃষ্টি করা বড় গুনাহ। পরস্পরের প্রতি সুধারণা পোষণ, গিবত ও অপবাদ থেকে বেঁচে থাকা এবং সালাম বিনিময়ের মাধ্যমে ভ্রাতৃত্ব সুদৃঢ় হয়। আল্লাহ আমাদের সবাইকে ঐক্যবদ্ধ থাকার তাওফিক দান করুন।	[397, 1277, 542, 1323]
paragraph: মিল্লাতে ইসলাম মানবজাতির জন্য এক অনন্য জীবনব্যবস্থা। ইসলাম শান্তি, সৌহার্দ্য ও ভ্রাতৃত্বের ধর্ম। কোরআন ও হাদিসে মুসলমানদের মধ্যে ঐক্য ও ভ্রাতৃত্ব বজায় রাখার প্রতি বিশেষ গুরুত্বারোপ করা হয়েছে। আল্লাহ তায়ালা বলেন, তোমরা সকলে আল্লাহর রজ্জুকে দৃঢ়ভাবে ধারণ করো এবং পরস্পর বিচ্ছিন্ন হয়ো না। (সূরা আলে ইমরান: ১০৩)	[397, 1158, 542, 1222]
paragraph: অবৈধ অস্ত্র উদ্ধারে যৌথ বাহিনীর অভিযান অব্যাহত রয়েছে। তবে গোয়েন্দা নজরদারির ওপর জোর দিতে হবে। কারা এসব অস্ত্র লুট করেছে, কাদের কাছে অস্ত্র রয়েছে তা খুঁজে বের করতে হবে। আইনশৃঙ্খলা রক্ষাকারী বাহিনীকে আরো তৎপর হতে হবে।	[28, 978, 233, 1015]
paragraph: রাসুল (সা.) বলেছেন, এক মুসলমান অপর মুসলমানের ভাই। সে তার ওপর জুলুম করে না এবং তাকে শত্রুর হাতে সোপর্দ করে না। মুমিনদের পারস্পরিক ভালোবাসা, দয়া ও সহানুভূতির দৃষ্টান্ত একটি দেহের মতো; যখন দেহের কোনো অঙ্গ আক্রান্ত হয়, তখন গোটা দেহ জ্বর ও অনিদ্রায় আক্রান্ত হয়। (বুখারি ও মুসলিম)	[247, 1277, 392, 1332]
paragraph: বাংলাদেশী জাতীয়তাবাদ কেবল একটি রাজনৈতিক মতবাদ নয়; এটি একটি জাতীয় পরিচয়, একটি আত্মমর্যাদার ভাবনা, একটি রাষ্ট্রচিন্তা-নির্ভর সাংস্কৃতিক বোধ।	[397, 208, 542, 245]
paragraph: অবৈধ অস্ত্র উদ্ধারে যৌথ বাহিনীর অভিযান অব্যাহত রয়েছে। তবে গোয়েন্দা নজরদারির ওপর জোর দিতে হবে। কারা এসব অস্ত্র লুট করেছে, কাদের কাছে অস্ত্র রয়েছে তা খুঁজে বের করতে হবে। আইনশৃঙ্খলা রক্ষাকারী বাহিনীকে আরো তৎপর হতে হবে।	[28, 877, 233, 913]
paragraph: বাংলাদেশের রাজনৈতিক ইতিহাসে কিছু নাম যুগান্তকারী ভূমিকা পালন করেছে—তাদের আদর্শ, নেতৃত্বগুণ ও অবদান জাতির ইতিহাসে স্থায়ী ছাপ রেখে গেছে। এমনই একজন বিশিষ্ট ব্যক্তিত্ব হলেন তারেক রহমান। তিনি কেবল বিএনপির ভারপ্রাপ্ত চেয়ারম্যান নন, বরং একজন দূরদর্শী নেতা।	[547, 172, 692, 227]
paragraph: অবৈধ অস্ত্র উদ্ধারে যৌথ বাহিনীর অভিযান অব্যাহত রয়েছে। তবে গোয়েন্দা নজরদারির ওপর জোর দিতে হবে। কারা এসব অস্ত্র লুট করেছে, কাদের কাছে অস্ত্র রয়েছে তা খুঁজে বের করতে হবে। আইনশৃঙ্খলা রক্ষাকারী বাহিনীকে আরো তৎপর হতে হবে।	[28, 1079, 233, 1116]
header-divider	[28, 74, 845, 77]
paragraph: সামাজিক যোগাযোগ মাধ্যমে অনেকেই বলছেন ফ্যাসিবাদের মুখাকৃতি বানানোর সময় থেকে এমন হতে পারে আশঙ্কা করে প্রয়োজনীয় নিরাপত্তা ব্যবস্থা গ্রহণের পরামর্শ দেয়া হয়েছিল। পরামর্শ গ্রহণ করা হলে এ ঘটনা ঘটত না।	[697, 948, 845, 994]
article-3-col1	[247, 1112, 392, 1346]
paragraph: বাংলাদেশী জাতীয়তাবাদ কেবল একটি রাজনৈতিক মতবাদ নয়; এটি একটি জাতীয় পরিচয়, একটি আত্মমর্যাদার ভাবনা, একটি রাষ্ট্রচিন্তা-নির্ভর সাংস্কৃতিক বোধ।	[397, 172, 542, 208]
article-3-col3	[547, 1112, 692, 1346]
logo-title: দিনকাল	[28, 33, 103, 62]
article-3-col2	[397, 1112, 542, 1346]
paragraph: জাতীয়তাবাদী আদর্শকে নির্মূল করা এবং বিদেশী প্রভুতন্ত্র সুবিধাভোগী রাজনীতিকে টিকিয়ে রাখা। এই চক্রান্তকারীরা জানত, তারেক রহমান যতদিন রাজনীতিতে সক্রিয় থাকবেন, ততদিন বাংলাদেশের স্বাধীন ও সার্বভৌম চেতনায় উপর সরাসরি আঘাত হানা সম্ভব হবে না।	[247, 394, 392, 449]
article-2-col1-top	[272, 783, 392, 811]
paragraph: বাংলাদেশী জাতীয়তাবাদ কেবল একটি রাজনৈতিক মতবাদ নয়; এটি একটি জাতীয় পরিচয়, একটি আত্মমর্যাদার ভাবনা, একটি রাষ্ট্রচিন্তা-নির্ভর সাংস্কৃতিক বোধ।	[297, 172, 392, 217]
date-bengali: ঢাকা শুক্রবার ০৫ বৈশাখ ১৪৩২	[548, 30, 648, 49]
newspaper-logo	[28, 26, 103, 70]
paragraph: ঘটনার তদন্তে ঢাকা বিশ্ববিদ্যালয় প্রশাসনের ঢাকা বিশ্ববিদ্যালয়ের কলা বিভাগের ডিন ড. সিদ্দিকুর রহমানকে আহ্বায়ক করে পাঁচ সদস্যের তদন্ত কমিটি গঠন করা হয়েছে। পুলিশ বলছে, মোটিফে আগুনের ঘটনা পরিকল্পিত।	[397, 783, 542, 828]
paragraph: হেলা বৈশাখ বাংলা নববর্ষবরণ উপলক্ষে আয়োজিত শোভাযাত্রায় বিনোদনের জন্য নানা ধরনের মোটিফ ব্যবহার করা হয়। বরাবরের মতো এবারও পহেলা বৈশাখ উপলক্ষে আনন্দ শোভাযাত্রার জন্য বেশ কয়েকটি মোটিফ তৈরি করা হয়।	[247, 813, 392, 858]
article-2-col4	[697, 783, 845, 1026]
